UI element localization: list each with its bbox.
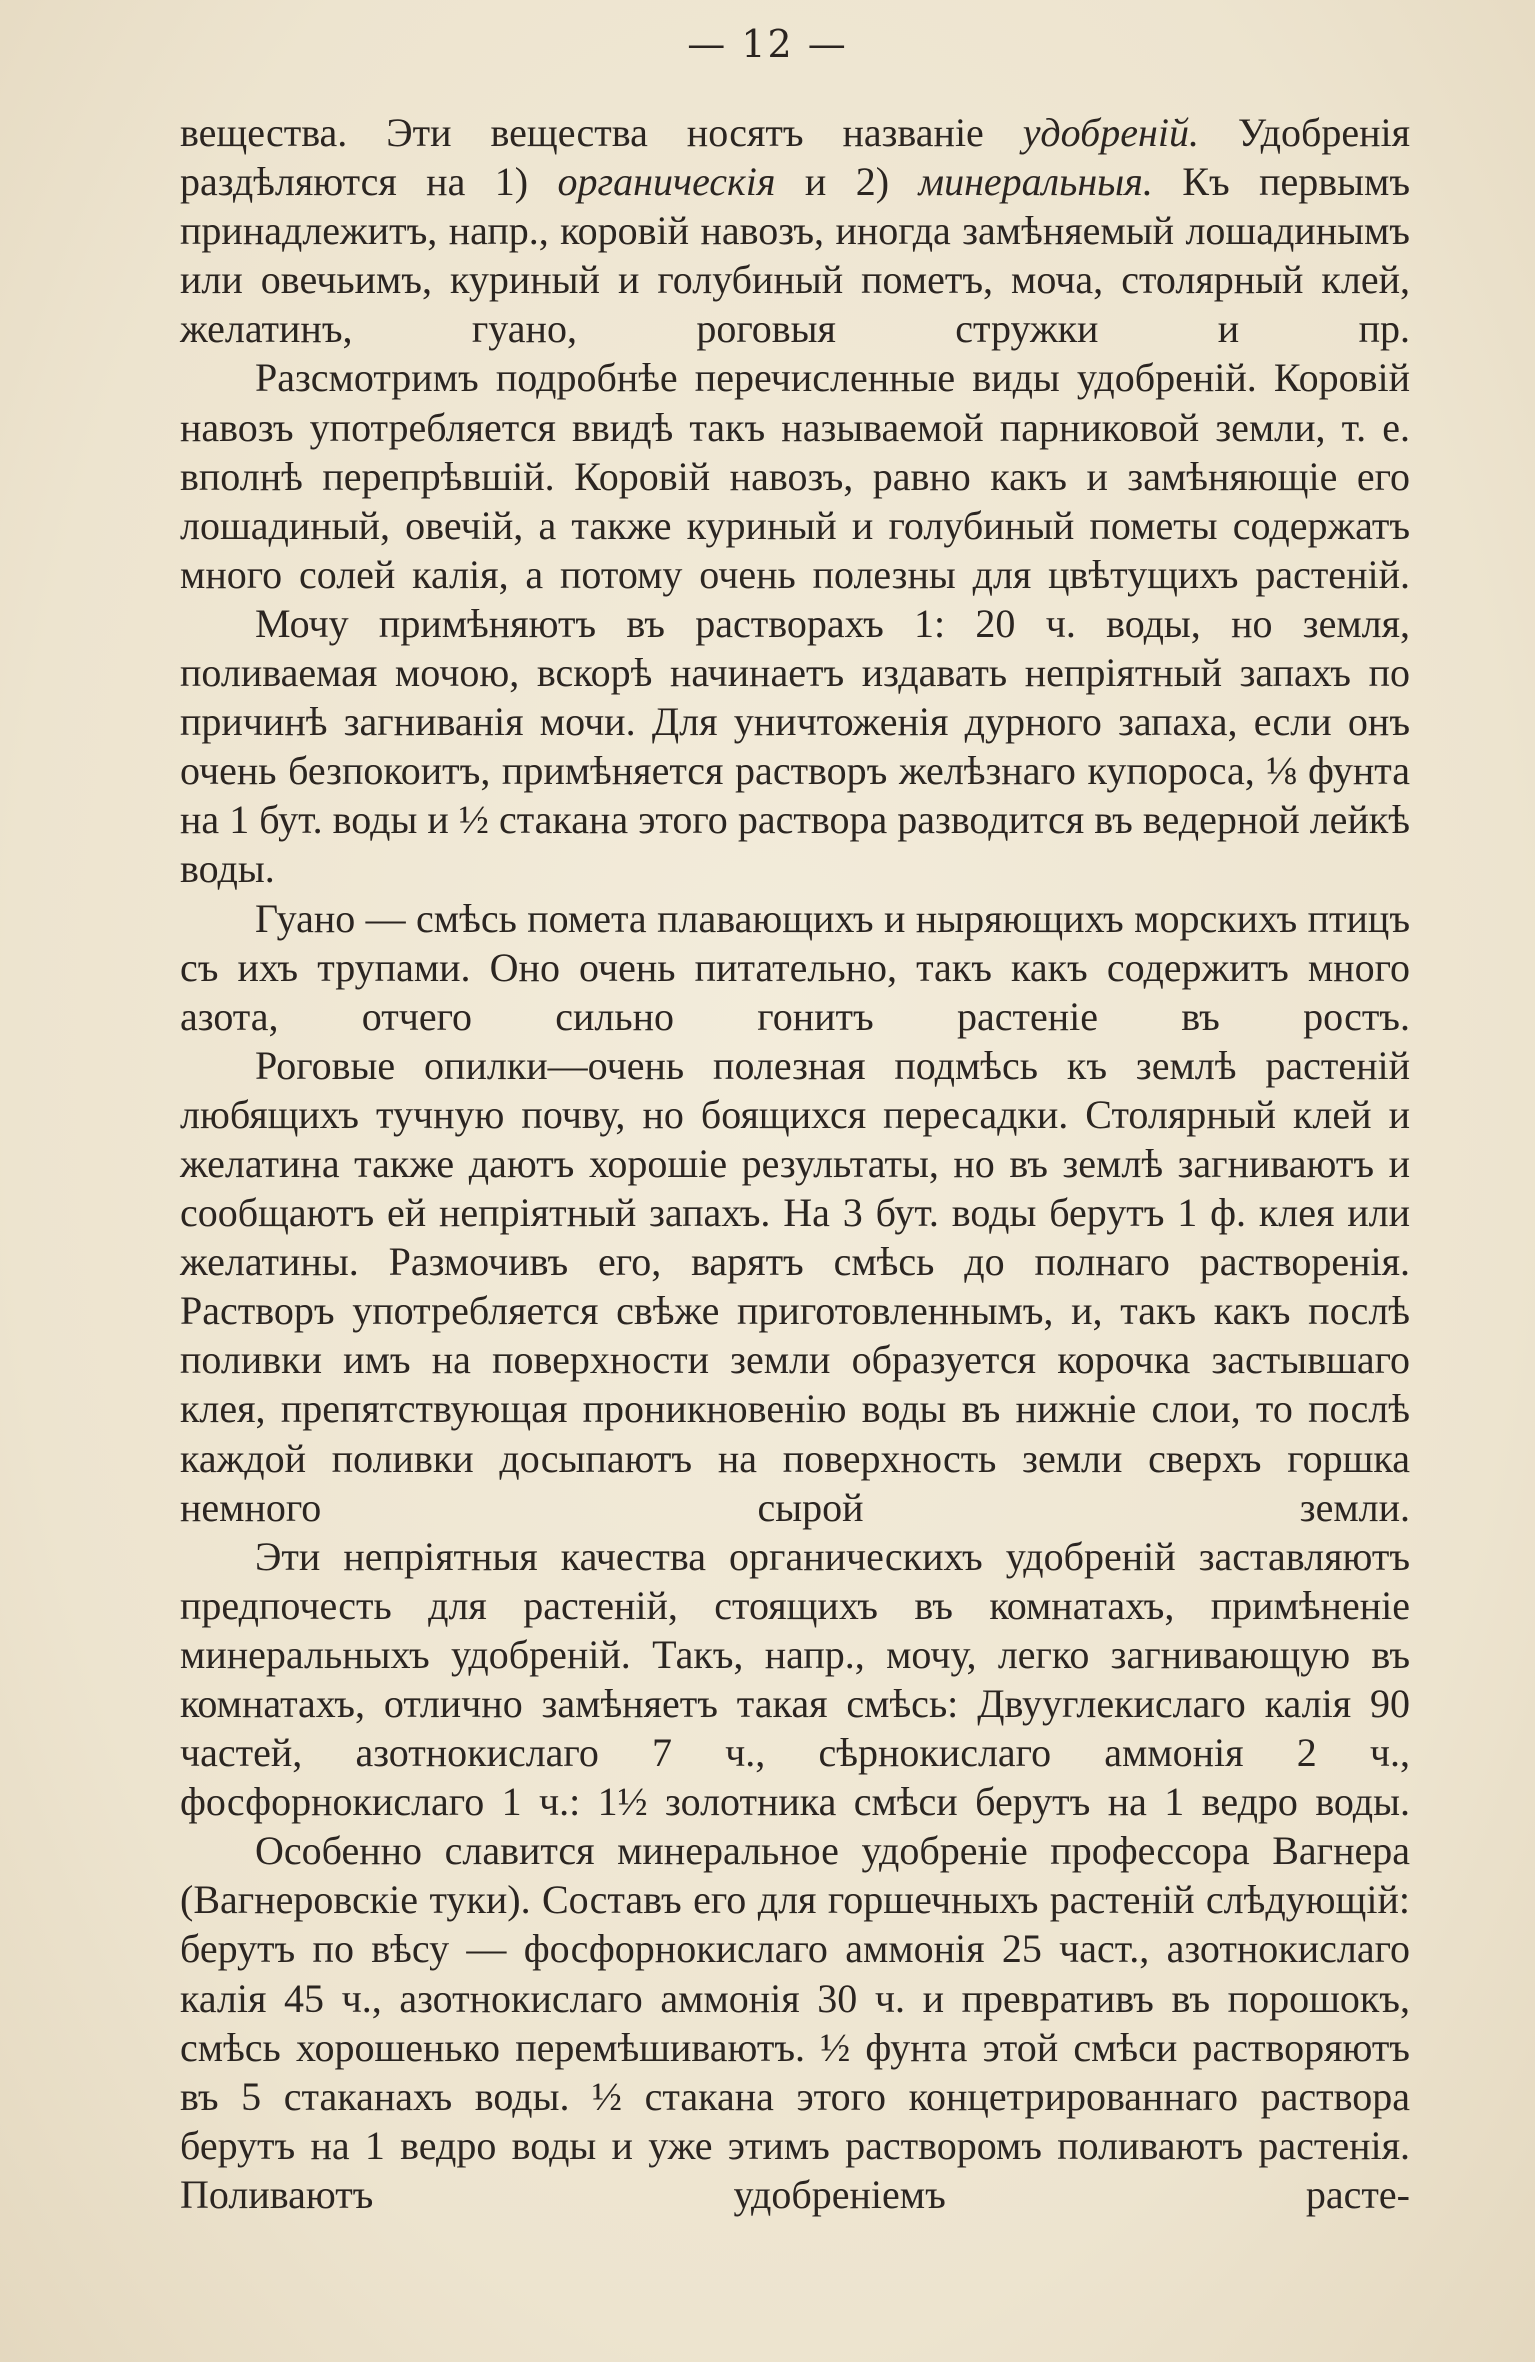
- text-run: вещества. Эти вещества носятъ названіе: [180, 110, 1023, 155]
- text-run: и 2): [775, 159, 919, 205]
- paragraph-1: [180, 108, 1410, 353]
- text-run: Роговые опилки—очень полезная подмѣсь къ землѣ растеній любящихъ тучную почву, но боящихся пересадки. Столярный клей и желатина также даютъ хорошіе результаты, но въ землѣ загниваютъ и сообщаютъ ей непріятный запахъ. На 3 бут. воды берутъ 1 ф. клея или желатины. Размочивъ его, варятъ смѣсь до полнаго растворенія. Растворъ употребляется свѣже приготовленнымъ, и, такъ какъ послѣ поливки имъ на поверхности земли образуется корочка застывшаго клея, препятствующая проникновенію воды въ нижніе слои, то послѣ каждой поливки досыпаютъ на поверхность земли сверхъ горшка немного сырой земли.: [180, 1042, 1410, 1530]
- paragraph-3: [180, 599, 1410, 894]
- paragraph-7: [180, 1826, 1410, 2219]
- text-run: Къ первымъ принадлежитъ, напр., коровій навозъ, иногда замѣняемый лошадинымъ или овечьимъ, куриный и голубиный пометъ, моча, столярный клей, желатинъ, гуано, роговыя стружки и пр.: [180, 159, 1411, 352]
- paragraph-5: [180, 1041, 1410, 1532]
- paragraph-2: [180, 353, 1410, 598]
- paragraph-4: [180, 894, 1410, 1041]
- text-run: Гуано — смѣсь помета плавающихъ и ныряющихъ морскихъ птицъ съ ихъ трупами. Оно очень питательно, такъ какъ содержитъ много азота, отчего сильно гонитъ растеніе въ ростъ.: [180, 895, 1410, 1039]
- term-fertilizers: удобреній.: [1022, 110, 1199, 155]
- text-run: Эти непріятныя качества органическихъ удобреній заставляютъ предпочесть для растеній, стоящихъ въ комнатахъ, примѣненіе минеральныхъ удобреній. Такъ, напр., мочу, легко загнивающую въ комнатахъ, отлично замѣняетъ такая смѣсь: Двууглекислаго калія 90 частей, азотнокислаго 7 ч., сѣрнокислаго аммонія 2 ч., фосфорнокислаго 1 ч.: 1½ золотника смѣси берутъ на 1 ведро воды.: [180, 1533, 1410, 1825]
- paragraph-6: [180, 1532, 1410, 1827]
- body-text: [180, 108, 1410, 2219]
- text-run: Разсмотримъ подробнѣе перечисленные виды удобреній. Коровій навозъ употребляется ввидѣ такъ называемой парниковой земли, т. е. вполнѣ перепрѣвшій. Коровій навозъ, равно какъ и замѣняющіе его лошадиный, овечій, а также куриный и голубиный пометы содержатъ много солей калія, а потому очень полезны для цвѣтущихъ растеній.: [180, 355, 1410, 597]
- text-run: Мочу примѣняютъ въ растворахъ 1: 20 ч. воды, но земля, поливаемая мочою, вскорѣ начинаетъ издавать непріятный запахъ по причинѣ загниванія мочи. Для уничтоженія дурного запаха, если онъ очень безпокоитъ, примѣняется растворъ желѣзнаго купороса, ⅛ фунта на 1 бут. воды и ½ стакана этого раствора разводится въ ведерной лейкѣ воды.: [180, 600, 1410, 892]
- term-organic: органическія: [557, 159, 776, 205]
- term-mineral: минеральныя.: [918, 159, 1153, 205]
- page-number: — 12 —: [687, 22, 848, 66]
- text-run: Особенно славится минеральное удобреніе профессора Вагнера (Вагнеровскіе туки). Составъ его для горшечныхъ растеній слѣдующій: берутъ по вѣсу — фосфорнокислаго аммонія 25 част., азотнокислаго калія 45 ч., азотнокислаго аммонія 30 ч. и превративъ въ порошокъ, смѣсь хорошенько перемѣшиваютъ. ½ фунта этой смѣси растворяютъ въ 5 стаканахъ воды. ½ стакана этого концетрированнаго раствора берутъ на 1 ведро воды и уже этимъ растворомъ поливаютъ растенія. Поливаютъ удобреніемъ расте-: [180, 1828, 1410, 2217]
- text-run: Удобренія раздѣляются на 1): [180, 110, 1411, 205]
